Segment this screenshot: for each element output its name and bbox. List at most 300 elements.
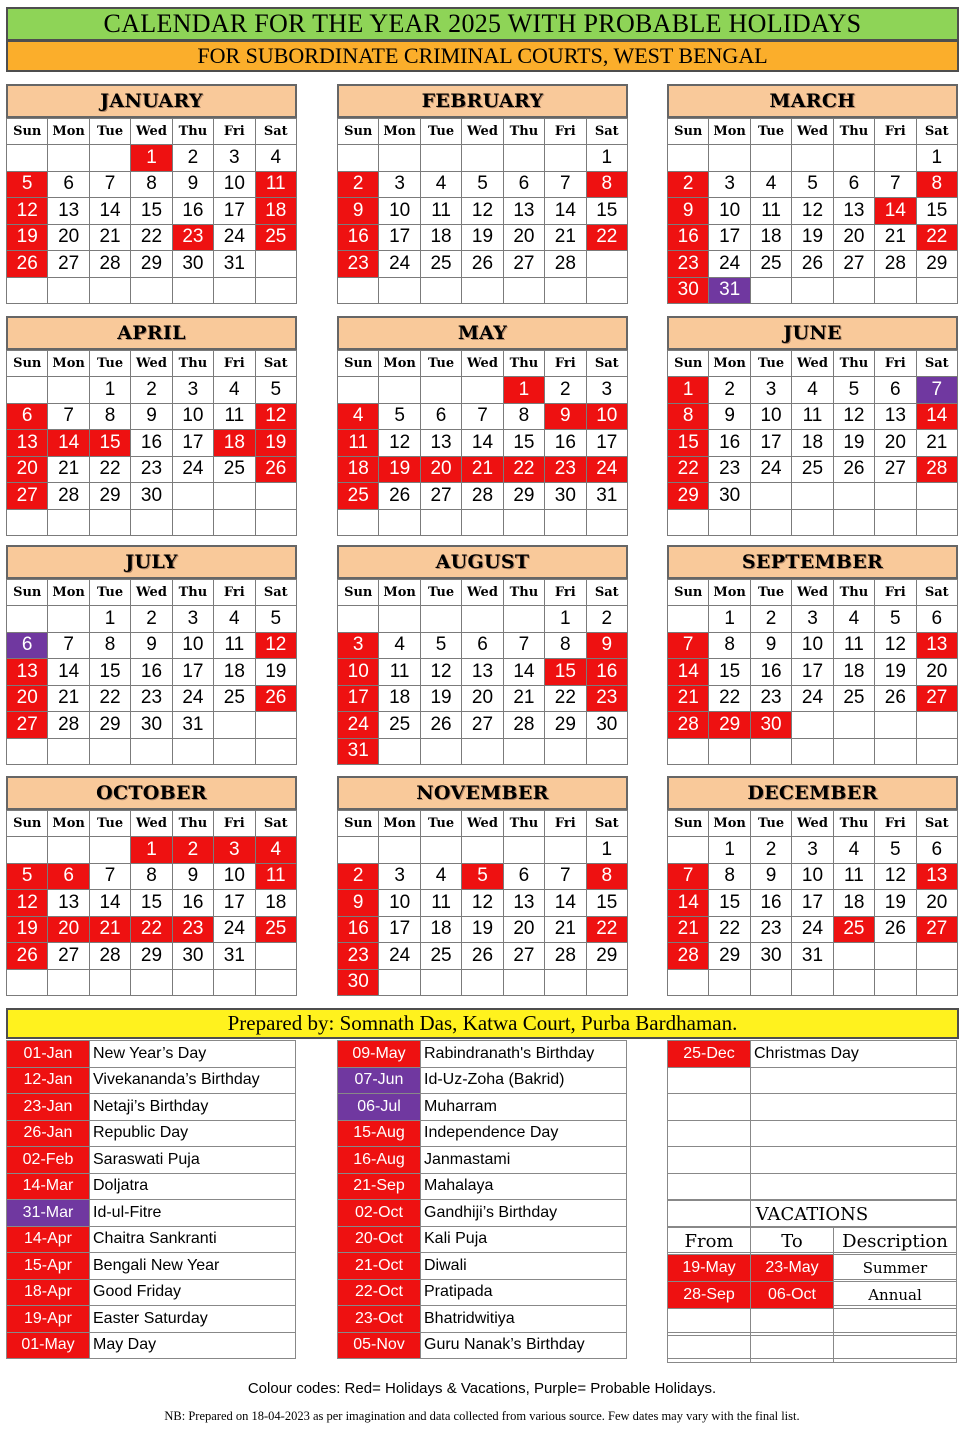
day-cell: 17 [586,430,627,457]
day-cell: 23 [586,685,627,712]
empty-cell [668,969,709,996]
weekday-header: Sun [668,351,709,377]
weekday-header: Fri [875,580,916,606]
day-cell: 26 [7,251,48,278]
day-cell: 9 [750,632,791,659]
day-cell: 28 [462,483,503,510]
week-row [338,685,628,712]
week-row [7,837,297,864]
day-cell: 27 [916,916,957,943]
month-november [337,776,628,997]
day-cell: 12 [7,198,48,225]
holiday-date: 26-Jan [7,1120,90,1147]
weekday-header: Sat [586,351,627,377]
empty-cell [875,509,916,536]
day-cell: 26 [379,483,420,510]
week-row [338,224,628,251]
holiday-row-empty [668,1094,957,1121]
day-cell: 18 [420,916,461,943]
day-cell: 14 [89,890,130,917]
weekday-header: Sun [7,119,48,145]
empty-cell [7,509,48,536]
day-cell: 6 [916,837,957,864]
holiday-date: 01-Jan [7,1041,90,1068]
day-cell: 25 [214,456,255,483]
day-cell: 16 [338,224,379,251]
day-cell: 16 [545,430,586,457]
day-cell: 8 [503,403,544,430]
weekday-header: Sat [255,351,296,377]
day-cell: 22 [586,224,627,251]
day-cell: 31 [709,277,750,304]
day-cell: 18 [420,224,461,251]
day-cell: 30 [131,483,172,510]
weekday-header: Sat [916,811,957,837]
empty-cell [792,712,833,739]
weekday-header: Mon [379,811,420,837]
holiday-name: Bhatridwitiya [421,1306,627,1333]
empty-cell [709,738,750,765]
day-cell: 8 [709,632,750,659]
day-cell: 20 [462,685,503,712]
week-row [7,509,297,536]
holiday-name: Netaji’s Birthday [90,1094,296,1121]
day-cell: 20 [875,430,916,457]
day-cell: 23 [131,685,172,712]
day-cell: 15 [131,198,172,225]
empty-cell [172,738,213,765]
day-cell: 23 [172,916,213,943]
empty-cell [338,606,379,633]
empty-cell [503,277,544,304]
holiday-row [338,1067,627,1094]
empty-cell [916,277,957,304]
holiday-date: 06-Jul [338,1094,421,1121]
week-row [7,606,297,633]
empty-cell [7,377,48,404]
weekday-header: Mon [379,351,420,377]
day-cell: 26 [7,943,48,970]
weekday-header: Tue [420,580,461,606]
day-cell: 26 [875,685,916,712]
weekday-header: Mon [379,580,420,606]
day-cell: 25 [214,685,255,712]
weekday-header: Tue [750,351,791,377]
day-cell: 14 [545,890,586,917]
week-row [338,456,628,483]
holiday-row-empty [668,1067,957,1094]
day-cell: 10 [379,198,420,225]
day-cell: 2 [172,145,213,172]
weekday-header: Thu [503,580,544,606]
day-cell: 29 [131,943,172,970]
holiday-list-2 [337,1040,627,1359]
day-cell: 18 [750,224,791,251]
empty-cell [833,483,874,510]
day-cell: 7 [916,377,957,404]
week-row [668,430,958,457]
empty-cell [7,738,48,765]
empty-cell [833,738,874,765]
day-cell: 26 [792,251,833,278]
empty-cell [131,277,172,304]
week-row [668,171,958,198]
weekday-header: Fri [875,351,916,377]
weekday-header: Fri [214,811,255,837]
day-cell: 29 [131,251,172,278]
holiday-row [7,1147,296,1174]
empty-cell [379,377,420,404]
weekday-header: Wed [792,119,833,145]
weekday-header: Tue [420,351,461,377]
vac-to: 06-Oct [751,1282,834,1309]
day-cell: 2 [750,837,791,864]
day-cell: 1 [545,606,586,633]
empty-cell [668,837,709,864]
empty-cell [750,483,791,510]
week-row [338,659,628,686]
day-cell: 22 [89,685,130,712]
empty-cell [503,837,544,864]
week-row [338,606,628,633]
day-cell: 20 [48,224,89,251]
weekday-header: Mon [709,119,750,145]
empty-cell [792,145,833,172]
weekday-header: Thu [172,351,213,377]
month-february [337,84,628,305]
month-december [667,776,958,997]
day-cell: 26 [255,685,296,712]
empty-cell [586,509,627,536]
day-cell: 12 [875,863,916,890]
empty-cell [833,277,874,304]
month-name: DECEMBER [667,776,958,810]
weekday-header: Wed [462,351,503,377]
weekday-header: Sat [255,580,296,606]
day-cell: 29 [668,483,709,510]
day-cell: 6 [503,171,544,198]
week-row [338,969,628,996]
week-row [7,430,297,457]
day-cell: 9 [131,403,172,430]
weekday-header: Sat [255,811,296,837]
empty-cell [750,509,791,536]
day-cell: 19 [875,890,916,917]
week-row [338,837,628,864]
weekday-header: Sun [338,351,379,377]
empty-cell [833,145,874,172]
week-row [7,863,297,890]
day-cell: 16 [172,198,213,225]
empty-cell [833,943,874,970]
empty-cell [875,277,916,304]
day-cell: 27 [916,685,957,712]
weekday-header: Sat [916,580,957,606]
empty-cell [792,509,833,536]
week-row [7,251,297,278]
day-cell: 15 [668,430,709,457]
empty-cell [48,606,89,633]
empty-cell [214,277,255,304]
day-cell: 22 [131,916,172,943]
empty-cell [668,145,709,172]
day-cell: 4 [214,606,255,633]
day-cell: 25 [420,943,461,970]
holiday-row [7,1173,296,1200]
vacations-table [667,1200,957,1363]
weekday-header: Sat [255,119,296,145]
day-cell: 18 [379,685,420,712]
week-row [7,890,297,917]
holiday-date: 07-Jun [338,1067,421,1094]
day-cell: 4 [420,863,461,890]
day-cell: 25 [420,251,461,278]
holiday-date: 14-Apr [7,1226,90,1253]
vac-description: Summer [834,1255,957,1282]
week-row [7,483,297,510]
weekday-header: Wed [792,580,833,606]
empty-cell [379,606,420,633]
day-cell: 21 [89,224,130,251]
holiday-date: 23-Jan [7,1094,90,1121]
day-cell: 11 [420,198,461,225]
day-cell: 12 [833,403,874,430]
day-cell: 18 [214,430,255,457]
day-cell: 10 [586,403,627,430]
day-cell: 10 [792,632,833,659]
weekday-header: Fri [545,119,586,145]
weekday-header: Mon [48,811,89,837]
day-cell: 6 [420,403,461,430]
empty-cell [131,509,172,536]
weekday-header: Wed [131,811,172,837]
day-cell: 17 [792,659,833,686]
empty-cell [833,509,874,536]
day-cell: 25 [255,916,296,943]
day-cell: 15 [709,890,750,917]
weekday-header: Fri [545,351,586,377]
empty-cell [462,377,503,404]
day-cell: 18 [255,890,296,917]
week-row [668,712,958,739]
vac-description: Annual [834,1282,957,1309]
empty-cell [379,969,420,996]
day-cell: 20 [420,456,461,483]
empty-cell [586,969,627,996]
day-cell: 13 [503,890,544,917]
day-cell: 14 [668,659,709,686]
weekday-header: Fri [214,580,255,606]
day-cell: 3 [379,171,420,198]
day-cell: 14 [875,198,916,225]
holiday-date: 22-Oct [338,1279,421,1306]
day-cell: 13 [7,659,48,686]
day-cell: 10 [792,863,833,890]
day-cell: 23 [338,943,379,970]
empty-cell [503,145,544,172]
day-cell: 28 [89,943,130,970]
day-cell: 21 [545,916,586,943]
day-cell: 12 [7,890,48,917]
month-grid [6,118,297,304]
empty-cell [462,606,503,633]
day-cell: 8 [131,863,172,890]
empty-cell [875,943,916,970]
day-cell: 19 [462,916,503,943]
holiday-date: 09-May [338,1041,421,1068]
empty-cell [545,738,586,765]
weekday-header: Sat [916,119,957,145]
day-cell: 22 [709,685,750,712]
month-name: AUGUST [337,545,628,579]
month-march [667,84,958,305]
day-cell: 14 [916,403,957,430]
empty-cell [916,943,957,970]
empty-cell [503,509,544,536]
weekday-header: Thu [833,811,874,837]
weekday-header: Sun [668,811,709,837]
month-name: NOVEMBER [337,776,628,810]
week-row [338,198,628,225]
week-row [338,483,628,510]
empty-cell [7,277,48,304]
holiday-row [7,1253,296,1280]
day-cell: 19 [462,224,503,251]
empty-cell [750,145,791,172]
day-cell: 6 [7,403,48,430]
weekday-header: Tue [750,119,791,145]
holiday-date: 01-May [7,1332,90,1359]
day-cell: 26 [420,712,461,739]
empty-cell [214,483,255,510]
day-cell: 30 [668,277,709,304]
holiday-date: 02-Feb [7,1147,90,1174]
day-cell: 11 [214,632,255,659]
holiday-name: May Day [90,1332,296,1359]
holiday-date: 02-Oct [338,1200,421,1227]
empty-cell [875,145,916,172]
month-september [667,545,958,766]
day-cell: 13 [503,198,544,225]
week-row [668,863,958,890]
day-cell: 4 [379,632,420,659]
day-cell: 23 [131,456,172,483]
day-cell: 23 [750,685,791,712]
week-row [338,890,628,917]
day-cell: 17 [172,659,213,686]
day-cell: 19 [833,430,874,457]
day-cell: 21 [48,685,89,712]
day-cell: 30 [338,969,379,996]
empty-cell [255,277,296,304]
empty-cell [48,277,89,304]
weekday-header: Sun [7,811,48,837]
day-cell: 29 [503,483,544,510]
month-grid [337,579,628,765]
day-cell: 20 [916,659,957,686]
day-cell: 9 [338,198,379,225]
empty-cell [750,738,791,765]
day-cell: 15 [586,198,627,225]
day-cell: 5 [255,606,296,633]
weekday-header: Sun [668,580,709,606]
empty-cell [545,837,586,864]
month-name: MAY [337,316,628,350]
weekday-header: Thu [503,811,544,837]
empty-cell [255,943,296,970]
empty-cell [668,738,709,765]
day-cell: 20 [48,916,89,943]
empty-cell [668,509,709,536]
day-cell: 7 [545,171,586,198]
day-cell: 8 [709,863,750,890]
day-cell: 16 [131,659,172,686]
vacations-title: VACATIONS [668,1201,957,1228]
week-row [338,632,628,659]
week-row [7,171,297,198]
day-cell: 2 [131,606,172,633]
empty-cell [420,377,461,404]
holiday-name: Chaitra Sankranti [90,1226,296,1253]
empty-cell [750,969,791,996]
empty-cell [875,738,916,765]
weekday-header: Sat [586,119,627,145]
empty-cell [255,712,296,739]
vac-to: 23-May [751,1255,834,1282]
weekday-header: Mon [709,811,750,837]
day-cell: 23 [338,251,379,278]
week-row [338,277,628,304]
weekday-header: Sat [586,811,627,837]
day-cell: 23 [668,251,709,278]
month-grid [6,350,297,536]
day-cell: 27 [48,251,89,278]
empty-cell [7,837,48,864]
week-row [668,509,958,536]
week-row [7,456,297,483]
holiday-row [338,1332,627,1359]
day-cell: 1 [89,606,130,633]
day-cell: 25 [338,483,379,510]
day-cell: 26 [462,251,503,278]
holiday-date: 14-Mar [7,1173,90,1200]
month-name: FEBRUARY [337,84,628,118]
day-cell: 3 [750,377,791,404]
day-cell: 2 [338,863,379,890]
weekday-header: Thu [833,580,874,606]
day-cell: 12 [462,890,503,917]
day-cell: 29 [89,712,130,739]
holiday-date: 16-Aug [338,1147,421,1174]
week-row [338,943,628,970]
day-cell: 9 [750,863,791,890]
day-cell: 28 [89,251,130,278]
weekday-header: Tue [89,580,130,606]
weekday-header: Thu [503,351,544,377]
day-cell: 14 [462,430,503,457]
day-cell: 26 [833,456,874,483]
empty-cell [48,969,89,996]
weekday-header: Thu [833,351,874,377]
holiday-row [338,1173,627,1200]
day-cell: 5 [379,403,420,430]
holiday-date: 21-Oct [338,1253,421,1280]
day-cell: 9 [338,890,379,917]
day-cell: 28 [48,712,89,739]
day-cell: 17 [379,224,420,251]
empty-cell [338,377,379,404]
day-cell: 20 [7,685,48,712]
